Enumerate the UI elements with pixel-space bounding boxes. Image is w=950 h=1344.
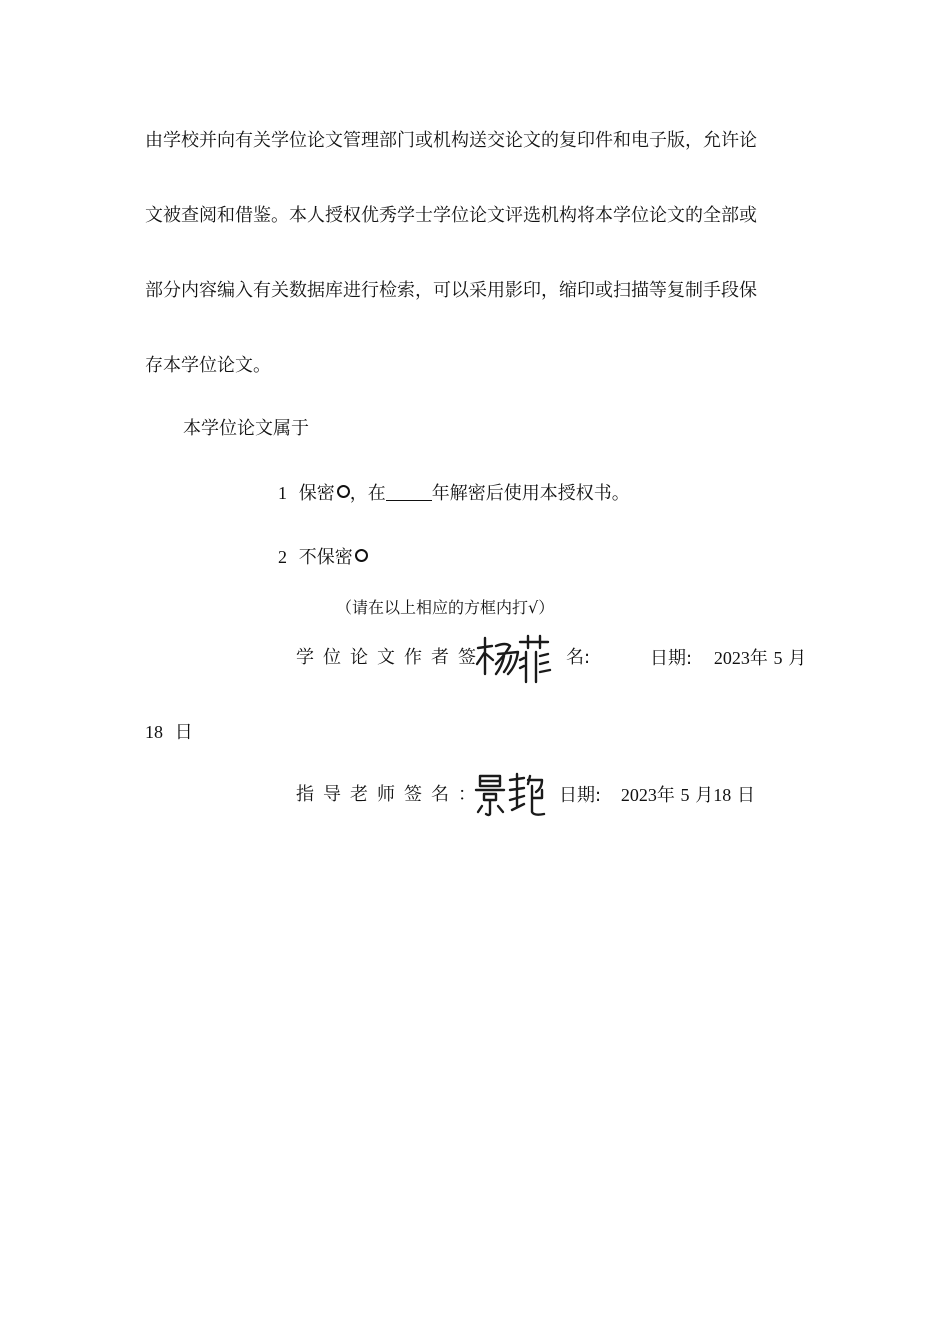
advisor-date [559, 783, 755, 808]
instruction-note: （请在以上相应的方框内打√） [336, 598, 555, 617]
option-not-confidential [278, 545, 368, 570]
author-date-month-unit: 月 [788, 648, 807, 669]
advisor-date-month-unit: 月 [695, 785, 714, 806]
author-date-month: 5 [773, 648, 783, 668]
paragraph-line-4: 存本学位论文。 [145, 355, 271, 376]
author-date-label: 日期: [650, 648, 693, 669]
advisor-date-day-unit: 日 [737, 785, 756, 806]
years-blank [386, 484, 432, 501]
author-date-day-value: 18 [145, 722, 163, 742]
advisor-sign-label: 指导老师签名： [296, 784, 485, 805]
author-date-day-unit: 日 [174, 722, 193, 743]
author-date-day [145, 720, 193, 745]
option-confidential [278, 481, 630, 506]
paragraph-line-1: 由学校并向有关学位论文管理部门或机构送交论文的复印件和电子版，允许论 [145, 130, 757, 151]
advisor-date-label: 日期: [559, 785, 602, 806]
belongs-to-heading: 本学位论文属于 [183, 418, 309, 439]
option-not-confidential-label: 不保密 [298, 547, 353, 568]
checkbox-circle-icon[interactable] [337, 485, 350, 498]
advisor-date-year: 2023 [620, 785, 657, 805]
author-date-year: 2023 [713, 648, 750, 668]
paragraph-line-2: 文被查阅和借鉴。本人授权优秀学士学位论文评选机构将本学位论文的全部或 [145, 205, 757, 226]
advisor-date-month: 5 [680, 785, 690, 805]
checkbox-circle-icon[interactable] [355, 549, 368, 562]
option-confidential-number: 1 [278, 483, 287, 503]
author-date [650, 646, 806, 671]
author-sign-label: 学位论文作者签 [296, 647, 485, 668]
author-date-year-unit: 年 [749, 648, 768, 669]
author-sign-name-suffix: 名: [566, 647, 591, 668]
option-confidential-text-before: ，在 [349, 483, 386, 504]
paragraph-line-3: 部分内容编入有关数据库进行检索，可以采用影印，缩印或扫描等复制手段保 [145, 280, 757, 301]
author-signature [474, 634, 554, 688]
option-not-confidential-number: 2 [278, 547, 287, 567]
option-confidential-text-after: 年解密后使用本授权书。 [431, 483, 630, 504]
advisor-date-year-unit: 年 [656, 785, 675, 806]
option-confidential-label: 保密 [298, 483, 335, 504]
advisor-date-day: 18 [713, 785, 732, 805]
advisor-signature [474, 772, 548, 820]
